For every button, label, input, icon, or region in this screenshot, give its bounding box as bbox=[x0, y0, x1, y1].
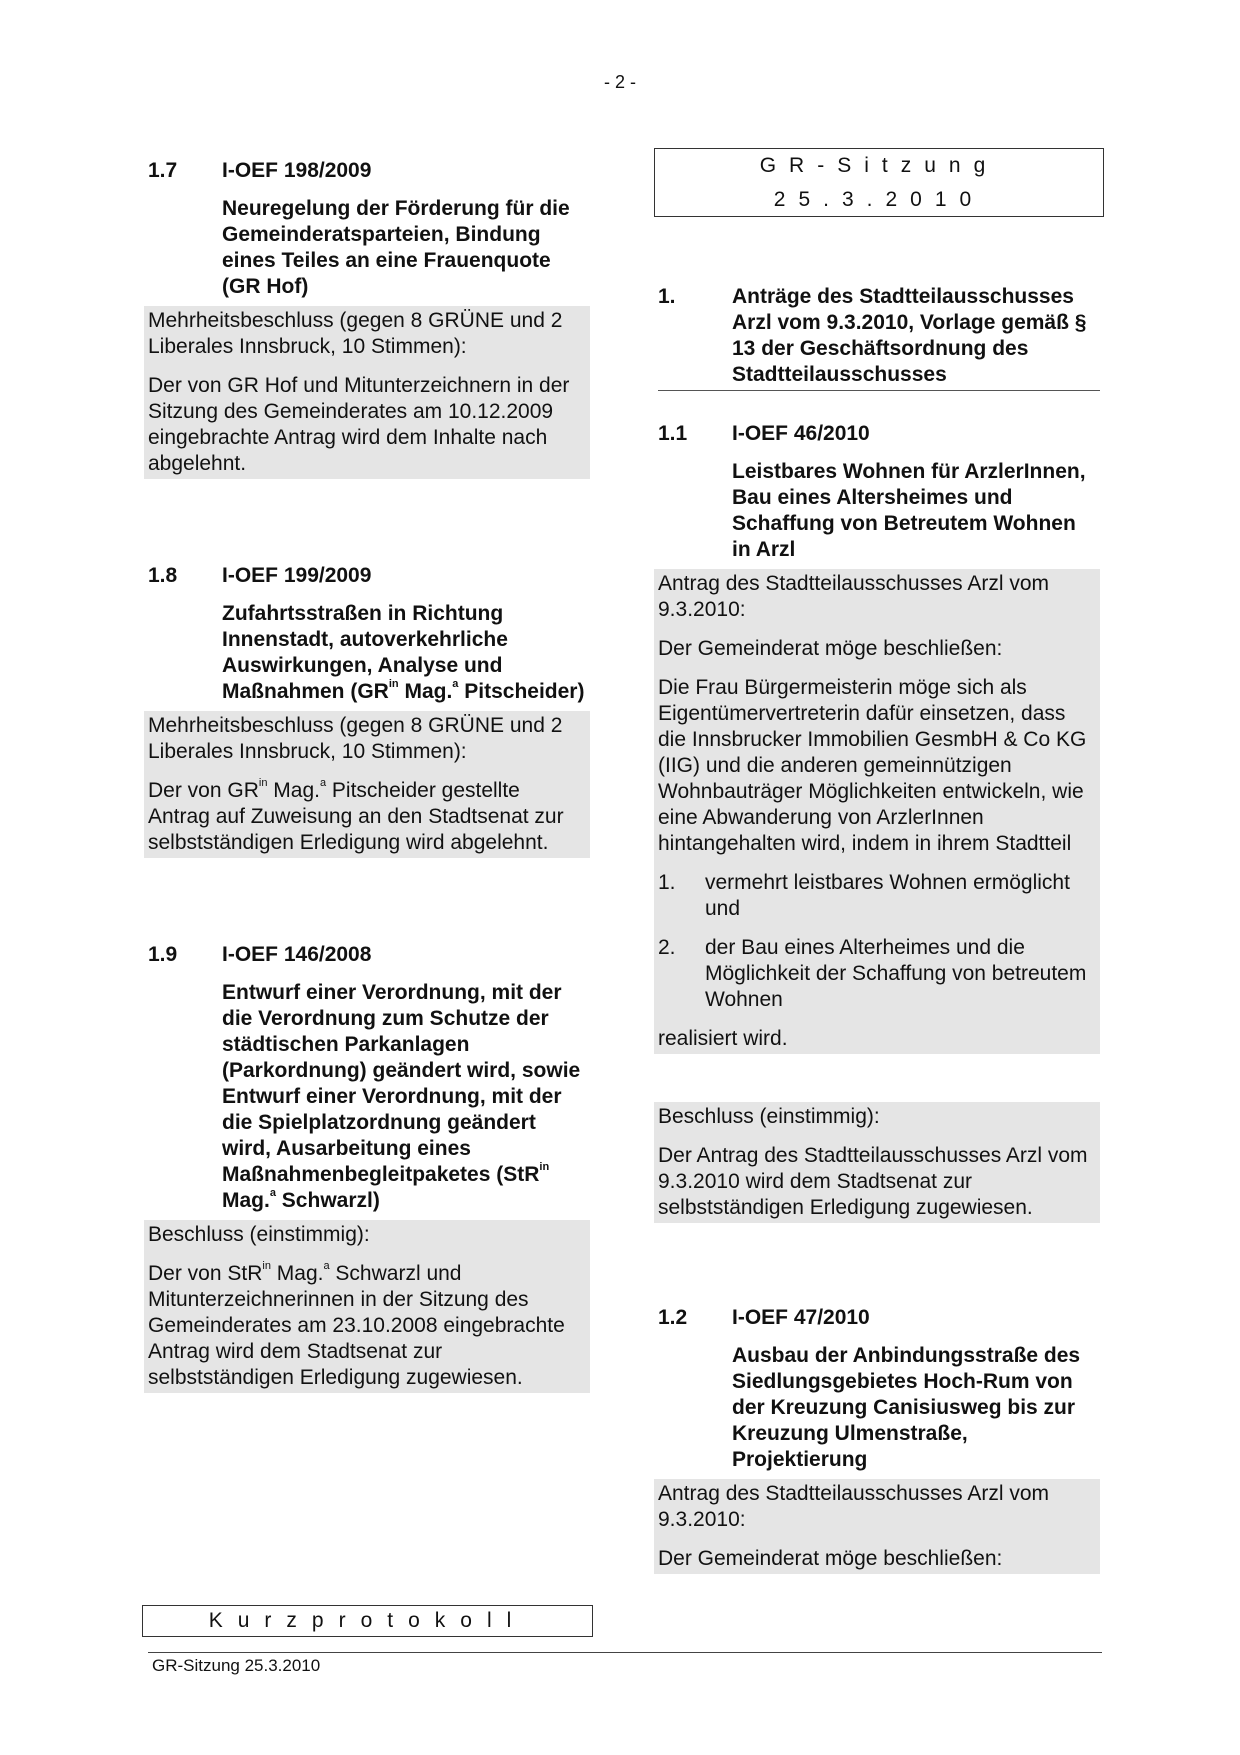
motion-text: Die Frau Bürgermeisterin möge sich als Eigentümervertreterin dafür einsetzen, dass die Innsbrucker Immobilien GesmbH & Co KG (IIG) und die anderen gemeinnützigen Wohnbauträger Möglichkeiten entwickeln, wie eine Abwanderung von ArzlerInnen hintangehalten wird, indem in ihrem Stadtteil bbox=[658, 676, 1087, 855]
section-code: I-OEF 47/2010 bbox=[732, 1306, 870, 1329]
left-column bbox=[148, 158, 590, 1393]
session-header-date: 25.3.2010 bbox=[773, 188, 985, 211]
section-title: Neuregelung der Förderung für die Gemeinderatsparteien, Bindung eines Teiles an eine Frauenquote (GR Hof) bbox=[222, 197, 570, 298]
section-code: I-OEF 46/2010 bbox=[732, 422, 870, 445]
right-column bbox=[658, 284, 1100, 1574]
motion-box bbox=[654, 1479, 1100, 1574]
main-section-heading bbox=[658, 284, 1100, 391]
section-title: Anträge des Stadtteilausschusses Arzl vom 9.3.2010, Vorlage gemäß § 13 der Geschäftsordnung des Stadtteilausschusses bbox=[732, 285, 1087, 386]
section-number: 1. bbox=[658, 285, 676, 308]
section-number: 1.2 bbox=[658, 1306, 688, 1329]
decision-text: Der von GR Hof und Mitunterzeichnern in der Sitzung des Gemeinderates am 10.12.2009 eingebrachte Antrag wird dem Inhalte nach abgelehnt. bbox=[148, 374, 570, 475]
motion-closing: realisiert wird. bbox=[658, 1027, 788, 1050]
decision-result: Mehrheitsbeschluss (gegen 8 GRÜNE und 2 Liberales Innsbruck, 10 Stimmen): bbox=[148, 309, 563, 358]
section-title: Entwurf einer Verordnung, mit der die Verordnung zum Schutze der städtischen Parkanlagen (Parkordnung) geändert wird, sowie Entwurf einer Verordnung, mit der die Spielplatzordnung geändert wird, Ausarbeitung eines Maßnahmenbegleitpaketes (StR$^{in}$ Mag.$^a$ Schwarzl) bbox=[222, 981, 581, 1212]
protocol-label-box: Kurzprotokoll bbox=[142, 1605, 593, 1637]
motion-source: Antrag des Stadtteilausschusses Arzl vom 9.3.2010: bbox=[658, 572, 1050, 621]
section-code: I-OEF 198/2009 bbox=[222, 159, 372, 182]
section-title: Zufahrtsstraßen in Richtung Innenstadt, autoverkehrliche Auswirkungen, Analyse und Maßnahmen ($GR^{in}$ Mag.$^a$ Pitscheider) bbox=[222, 602, 585, 703]
decision-text: Der von $GR^{in}$ Mag.$^a$ Pitscheider gestellte Antrag auf Zuweisung an den Stadtsenat zur selbstständigen Erledigung wird abgelehnt. bbox=[148, 777, 564, 854]
footer-text: GR-Sitzung 25.3.2010 bbox=[152, 1656, 321, 1675]
section-1-8 bbox=[148, 563, 590, 858]
section-code: I-OEF 199/2009 bbox=[222, 564, 372, 587]
decision-result: Mehrheitsbeschluss (gegen 8 GRÜNE und 2 Liberales Innsbruck, 10 Stimmen): bbox=[148, 714, 563, 763]
motion-intro: Der Gemeinderat möge beschließen: bbox=[658, 1547, 1003, 1570]
decision-result: Beschluss (einstimmig): bbox=[658, 1105, 880, 1128]
decision-box bbox=[144, 306, 590, 479]
section-number: 1.9 bbox=[148, 943, 178, 966]
section-code: I-OEF 146/2008 bbox=[222, 943, 372, 966]
motion-intro: Der Gemeinderat möge beschließen: bbox=[658, 637, 1003, 660]
section-1-7 bbox=[148, 158, 590, 479]
section-title: Ausbau der Anbindungsstraße des Siedlungsgebietes Hoch-Rum von der Kreuzung Canisiusweg bis zur Kreuzung Ulmenstraße, Projektierung bbox=[732, 1344, 1081, 1471]
section-number: 1.1 bbox=[658, 422, 688, 445]
motion-box bbox=[654, 569, 1100, 1054]
session-header-box bbox=[654, 148, 1104, 217]
section-number: 1.7 bbox=[148, 159, 178, 182]
decision-box bbox=[144, 1220, 590, 1393]
section-1-9 bbox=[148, 942, 590, 1393]
decision-box bbox=[654, 1102, 1100, 1223]
page-number: - 2 - bbox=[603, 72, 636, 92]
motion-source: Antrag des Stadtteilausschusses Arzl vom 9.3.2010: bbox=[658, 1482, 1050, 1531]
section-number: 1.8 bbox=[148, 564, 178, 587]
decision-text: Der Antrag des Stadtteilausschusses Arzl vom 9.3.2010 wird dem Stadtsenat zur selbstständigen Erledigung zugewiesen. bbox=[658, 1144, 1088, 1219]
decision-box bbox=[144, 711, 590, 858]
section-1-1 bbox=[658, 421, 1100, 1223]
footer-divider bbox=[148, 1652, 1102, 1653]
section-title: Leistbares Wohnen für ArzlerInnen, Bau eines Altersheimes und Schaffung von Betreutem Wohnen in Arzl bbox=[732, 460, 1086, 561]
session-header-title: GR-Sitzung bbox=[759, 154, 999, 177]
list-item: 2. der Bau eines Alterheimes und die Möglichkeit der Schaffung von betreutem Wohnen bbox=[658, 936, 1087, 1011]
section-1-2 bbox=[658, 1305, 1100, 1574]
list-item: 1. vermehrt leistbares Wohnen ermöglicht und bbox=[658, 871, 1070, 920]
decision-text: Der von StR$^{in}$ Mag.$^a$ Schwarzl und Mitunterzeichnerinnen in der Sitzung des Gemeinderates am 23.10.2008 eingebrachte Antrag wird dem Stadtsenat zur selbstständigen Erledigung zugewiesen. bbox=[148, 1260, 565, 1389]
decision-result: Beschluss (einstimmig): bbox=[148, 1223, 370, 1246]
